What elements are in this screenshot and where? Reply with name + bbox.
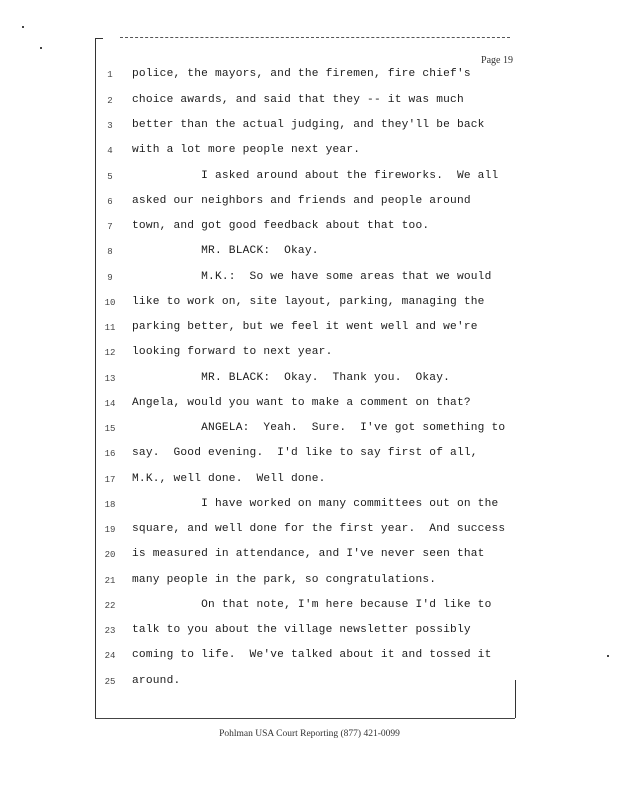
transcript-line xyxy=(0,346,619,366)
transcript-line xyxy=(0,397,619,417)
line-number: 14 xyxy=(104,399,116,409)
line-text: I asked around about the fireworks. We all xyxy=(132,170,499,182)
line-number: 13 xyxy=(104,374,116,384)
line-number: 4 xyxy=(107,146,113,156)
line-text: M.K.: So we have some areas that we would xyxy=(132,271,492,283)
line-number: 25 xyxy=(104,677,116,687)
line-number: 18 xyxy=(104,500,116,510)
line-number: 16 xyxy=(104,449,116,459)
line-text: like to work on, site layout, parking, managing the xyxy=(132,296,485,308)
line-number: 19 xyxy=(104,525,116,535)
transcript-line xyxy=(0,68,619,88)
bottom-border-line xyxy=(95,718,515,719)
transcript-line xyxy=(0,422,619,442)
line-number: 20 xyxy=(104,550,116,560)
line-text: asked our neighbors and friends and people around xyxy=(132,195,471,207)
line-number: 2 xyxy=(107,96,113,106)
transcript-line xyxy=(0,220,619,240)
transcript-line xyxy=(0,271,619,291)
line-text: I have worked on many committees out on the xyxy=(132,498,499,510)
line-number: 1 xyxy=(107,70,113,80)
line-number: 7 xyxy=(107,222,113,232)
line-text: choice awards, and said that they -- it was much xyxy=(132,94,464,106)
line-number: 15 xyxy=(104,424,116,434)
line-number: 8 xyxy=(107,247,113,257)
transcript-line xyxy=(0,574,619,594)
line-text: around. xyxy=(132,675,181,687)
line-number: 12 xyxy=(104,348,116,358)
transcript-line xyxy=(0,498,619,518)
scan-speck xyxy=(40,47,42,49)
line-number: 21 xyxy=(104,576,116,586)
line-text: MR. BLACK: Okay. Thank you. Okay. xyxy=(132,372,451,384)
transcript-line xyxy=(0,94,619,114)
transcript-line xyxy=(0,599,619,619)
line-number: 24 xyxy=(104,651,116,661)
line-number: 17 xyxy=(104,475,116,485)
line-number: 3 xyxy=(107,121,113,131)
line-text: ANGELA: Yeah. Sure. I've got something to xyxy=(132,422,506,434)
transcript-line xyxy=(0,473,619,493)
line-text: police, the mayors, and the firemen, fire chief's xyxy=(132,68,471,80)
top-border-line xyxy=(120,37,510,38)
line-number: 22 xyxy=(104,601,116,611)
scan-speck xyxy=(22,26,24,28)
line-text: On that note, I'm here because I'd like to xyxy=(132,599,492,611)
transcript-line xyxy=(0,624,619,644)
transcript-line xyxy=(0,144,619,164)
transcript-line xyxy=(0,245,619,265)
transcript-line xyxy=(0,195,619,215)
line-text: town, and got good feedback about that too. xyxy=(132,220,430,232)
transcript-line xyxy=(0,372,619,392)
transcript-line xyxy=(0,296,619,316)
line-text: parking better, but we feel it went well and we're xyxy=(132,321,478,333)
line-text: say. Good evening. I'd like to say first of all, xyxy=(132,447,478,459)
transcript-line xyxy=(0,321,619,341)
left-border-tick xyxy=(95,38,103,39)
line-text: coming to life. We've talked about it and tossed it xyxy=(132,649,492,661)
line-text: square, and well done for the first year. And success xyxy=(132,523,506,535)
line-number: 23 xyxy=(104,626,116,636)
line-number: 5 xyxy=(107,172,113,182)
line-text: better than the actual judging, and they'll be back xyxy=(132,119,485,131)
line-number: 9 xyxy=(107,273,113,283)
line-text: many people in the park, so congratulations. xyxy=(132,574,437,586)
line-text: M.K., well done. Well done. xyxy=(132,473,326,485)
line-text: talk to you about the village newsletter possibly xyxy=(132,624,471,636)
line-number: 11 xyxy=(104,323,116,333)
line-text: with a lot more people next year. xyxy=(132,144,361,156)
line-text: is measured in attendance, and I've never seen that xyxy=(132,548,485,560)
transcript-line xyxy=(0,170,619,190)
transcript-line xyxy=(0,523,619,543)
transcript-line xyxy=(0,649,619,669)
line-text: looking forward to next year. xyxy=(132,346,333,358)
transcript-line xyxy=(0,447,619,467)
transcript-line xyxy=(0,675,619,695)
line-text: Angela, would you want to make a comment on that? xyxy=(132,397,471,409)
line-number: 10 xyxy=(104,298,116,308)
page-number: Page 19 xyxy=(481,55,513,66)
line-text: MR. BLACK: Okay. xyxy=(132,245,319,257)
line-number: 6 xyxy=(107,197,113,207)
court-reporter-footer: Pohlman USA Court Reporting (877) 421-0099 xyxy=(219,729,400,739)
transcript-line xyxy=(0,119,619,139)
transcript-line xyxy=(0,548,619,568)
